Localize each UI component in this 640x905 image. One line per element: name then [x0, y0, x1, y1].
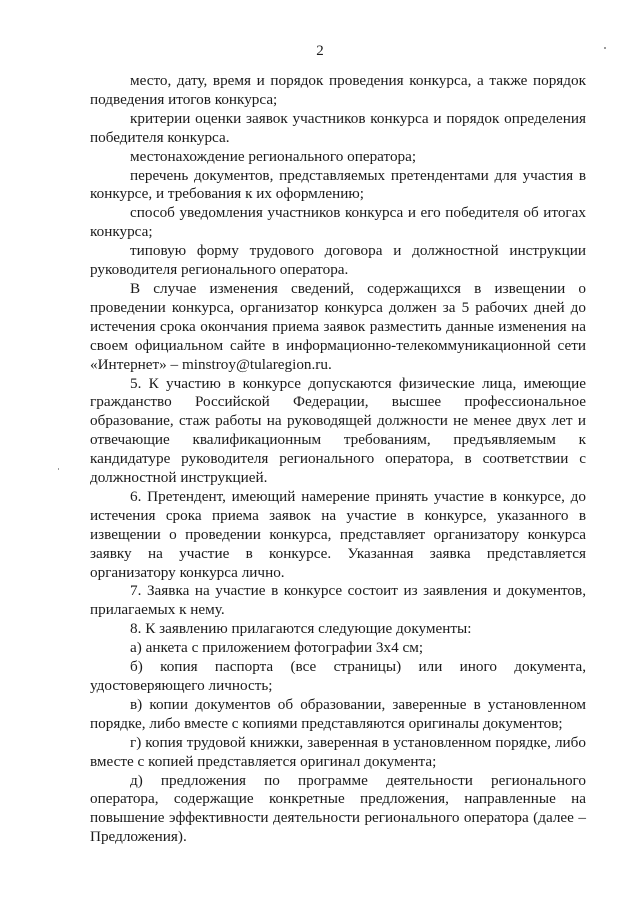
scan-mark-left [58, 468, 59, 470]
paragraph-contest-venue: место, дату, время и порядок проведения конкурса, а также порядок подведения итогов конкурса; [90, 72, 586, 108]
paragraph-documents-list: перечень документов, представляемых претендентами для участия в конкурсе, и требования к их оформлению; [90, 166, 586, 203]
paragraph-standard-contract: типовую форму трудового договора и должностной инструкции руководителя регионального оператора. [90, 242, 586, 279]
document-body [90, 72, 586, 847]
paragraph-item-8v: в) копии документов об образовании, заверенные в установленном порядке, либо вместе с копиями представляются оригиналы документов; [90, 695, 586, 732]
paragraph-item-5: 5. К участию в конкурсе допускаются физические лица, имеющие гражданство Российской Федерации, высшее профессиональное образование, стаж работы на руководящей должности не менее двух лет и отвечающие квалификационным требованиям, предъявляемым к кандидатуре руководителя регионального оператора, в соответствии с должностной инструкцией. [90, 374, 586, 487]
paragraph-item-6: 6. Претендент, имеющий намерение принять участие в конкурсе, до истечения срока приема заявок на участие в конкурсе, указанного в извещении о проведении конкурса, представляет организатору конкурса заявку на участие в конкурсе. Указанная заявка представляется организатору конкурса лично. [90, 487, 586, 581]
paragraph-operator-location: местонахождение регионального оператора; [130, 147, 417, 165]
paragraph-item-8a: а) анкета с приложением фотографии 3х4 см; [130, 639, 424, 657]
paragraph-item-8d: д) предложения по программе деятельности регионального оператора, содержащие конкретные предложения, направленные на повышение эффективности деятельности регионального оператора (далее – Предложения). [90, 771, 586, 846]
paragraph-evaluation-criteria: критерии оценки заявок участников конкурса и порядок определения победителя конкурса. [90, 109, 586, 146]
paragraph-item-7: 7. Заявка на участие в конкурсе состоит из заявления и документов, прилагаемых к нему. [90, 582, 586, 619]
paragraph-item-8g: г) копия трудовой книжки, заверенная в установленном порядке, либо вместе с копией представляется оригинал документа; [90, 733, 586, 770]
paragraph-notice-changes: В случае изменения сведений, содержащихся в извещении о проведении конкурса, организатор конкурса должен за 5 рабочих дней до истечения срока окончания приема заявок разместить данные изменения на своем официальном сайте в информационно-телекоммуникационной сети «Интернет» – minstroy@tularegion.ru. [90, 279, 586, 373]
paragraph-item-8: 8. К заявлению прилагаются следующие документы: [130, 620, 472, 638]
paragraph-notification-method: способ уведомления участников конкурса и его победителя об итогах конкурса; [90, 204, 586, 241]
page-number: 2 [316, 43, 324, 59]
paragraph-item-8b: б) копия паспорта (все страницы) или иного документа, удостоверяющего личность; [90, 658, 586, 694]
